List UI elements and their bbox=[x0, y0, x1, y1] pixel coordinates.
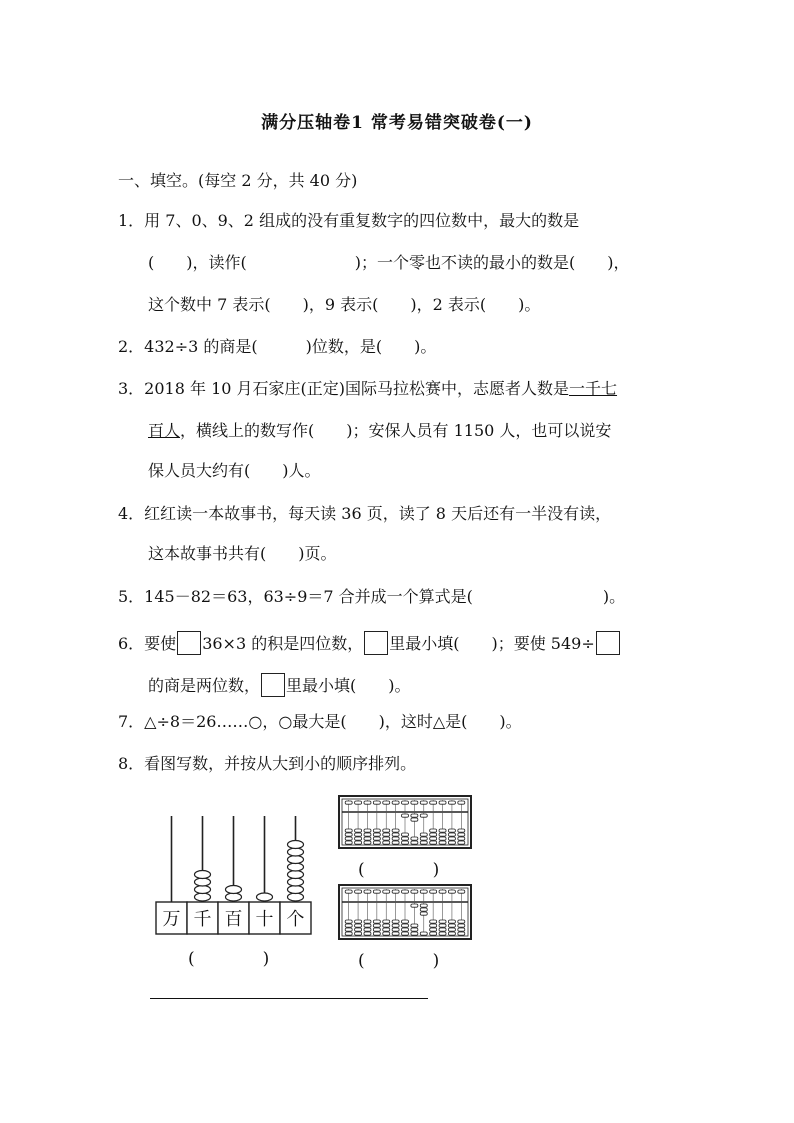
abacus-lower-bead bbox=[439, 928, 446, 931]
abacus-1-answer: ( ) bbox=[358, 860, 440, 880]
abacus-lower-bead bbox=[458, 841, 465, 844]
abacus-lower-bead bbox=[364, 837, 371, 840]
abacus-lower-bead bbox=[383, 920, 390, 923]
abacus-lower-bead bbox=[355, 829, 362, 832]
abacus-lower-bead bbox=[355, 932, 362, 935]
abacus-lower-bead bbox=[448, 928, 455, 931]
abacus-lower-bead bbox=[383, 841, 390, 844]
abacus-upper-bead bbox=[411, 890, 418, 893]
q6-text-a: 6．要使 bbox=[118, 634, 177, 653]
q3-text-b: ，横线上的数写作( )；安保人员有 1150 人，也可以说安 bbox=[180, 421, 612, 440]
abacus-2-figure bbox=[338, 884, 472, 940]
question-6-line-1 bbox=[118, 631, 621, 655]
abacus-lower-bead bbox=[402, 837, 409, 840]
abacus-lower-bead bbox=[364, 833, 371, 836]
abacus-lower-bead bbox=[439, 841, 446, 844]
abacus-lower-bead bbox=[411, 841, 418, 844]
abacus-lower-bead bbox=[355, 841, 362, 844]
q1-part-b: )；一个零也不读的最小的数是( )， bbox=[354, 253, 630, 272]
counter-bead bbox=[288, 893, 304, 901]
abacus-lower-bead bbox=[448, 829, 455, 832]
abacus-upper-bead bbox=[420, 801, 427, 804]
question-8: 8．看图写数，并按从大到小的顺序排列。 bbox=[118, 754, 417, 773]
abacus-lower-bead bbox=[355, 924, 362, 927]
counter-bead bbox=[288, 886, 304, 894]
abacus-lower-bead bbox=[392, 837, 399, 840]
abacus-2-answer: ( ) bbox=[358, 951, 440, 971]
abacus-lower-bead bbox=[439, 829, 446, 832]
abacus-lower-bead bbox=[411, 932, 418, 935]
abacus-lower-bead bbox=[420, 908, 427, 911]
abacus-lower-bead bbox=[448, 924, 455, 927]
abacus-lower-bead bbox=[364, 928, 371, 931]
abacus-upper-bead bbox=[345, 801, 352, 804]
counter-answer: ( ) bbox=[188, 949, 270, 969]
abacus-upper-bead bbox=[458, 890, 465, 893]
abacus-lower-bead bbox=[458, 924, 465, 927]
abacus-lower-bead bbox=[345, 932, 352, 935]
abacus-lower-bead bbox=[345, 920, 352, 923]
abacus-lower-bead bbox=[364, 924, 371, 927]
abacus-lower-bead bbox=[392, 928, 399, 931]
abacus-upper-bead bbox=[439, 890, 446, 893]
counter-bead bbox=[288, 848, 304, 856]
counter-bead bbox=[195, 893, 211, 901]
section-heading: 一、填空。(每空 2 分，共 40 分) bbox=[118, 171, 358, 190]
counter-bead bbox=[195, 871, 211, 879]
abacus-lower-bead bbox=[430, 932, 437, 935]
abacus-lower-bead bbox=[430, 920, 437, 923]
abacus-lower-bead bbox=[392, 833, 399, 836]
abacus-upper-bead bbox=[458, 801, 465, 804]
page-title: 满分压轴卷1 常考易错突破卷(一) bbox=[261, 113, 533, 133]
question-2: 2．432÷3 的商是( )位数，是( )。 bbox=[118, 337, 437, 356]
abacus-lower-bead bbox=[458, 837, 465, 840]
abacus-lower-bead bbox=[430, 833, 437, 836]
abacus-upper-bead bbox=[430, 890, 437, 893]
abacus-lower-bead bbox=[439, 920, 446, 923]
abacus-lower-bead bbox=[355, 928, 362, 931]
blank-box bbox=[364, 631, 388, 655]
question-5 bbox=[118, 587, 625, 607]
question-1-line-2 bbox=[148, 253, 629, 273]
abacus-lower-bead bbox=[392, 920, 399, 923]
abacus-lower-bead bbox=[420, 837, 427, 840]
abacus-lower-bead bbox=[383, 932, 390, 935]
abacus-lower-bead bbox=[458, 928, 465, 931]
q3-text-a: 3．2018 年 10 月石家庄(正定)国际马拉松赛中，志愿者人数是 bbox=[118, 379, 570, 398]
abacus-lower-bead bbox=[420, 833, 427, 836]
abacus-lower-bead bbox=[383, 833, 390, 836]
q6-text-e: 里最小填( )。 bbox=[286, 676, 411, 695]
abacus-lower-bead bbox=[420, 904, 427, 907]
abacus-lower-bead bbox=[345, 829, 352, 832]
counter-place-label: 万 bbox=[162, 909, 181, 930]
question-7: 7．△÷8＝26……○，○最大是( )，这时△是( )。 bbox=[118, 712, 522, 731]
abacus-lower-bead bbox=[411, 924, 418, 927]
q6-text-b: 36×3 的积是四位数， bbox=[202, 634, 364, 653]
abacus-lower-bead bbox=[430, 841, 437, 844]
abacus-lower-bead bbox=[448, 837, 455, 840]
abacus-lower-bead bbox=[373, 829, 380, 832]
counter-place-label: 个 bbox=[286, 909, 305, 930]
abacus-lower-bead bbox=[373, 932, 380, 935]
counter-place-label: 十 bbox=[255, 909, 274, 930]
abacus-lower-bead bbox=[430, 829, 437, 832]
abacus-lower-bead bbox=[383, 837, 390, 840]
abacus-upper-bead bbox=[364, 801, 371, 804]
abacus-upper-bead bbox=[420, 890, 427, 893]
q3-underlined-1: 一千七 bbox=[569, 379, 618, 398]
abacus-lower-bead bbox=[364, 841, 371, 844]
counter-bead bbox=[288, 863, 304, 871]
blank-box bbox=[596, 631, 620, 655]
abacus-lower-bead bbox=[373, 837, 380, 840]
abacus-lower-bead bbox=[355, 920, 362, 923]
q5-text-b: )。 bbox=[602, 587, 626, 606]
abacus-lower-bead bbox=[402, 841, 409, 844]
blank-box bbox=[261, 673, 285, 697]
counter-bead bbox=[288, 856, 304, 864]
abacus-lower-bead bbox=[448, 920, 455, 923]
abacus-lower-bead bbox=[355, 837, 362, 840]
counter-bead bbox=[257, 893, 273, 901]
q6-text-c: 里最小填( )；要使 549÷ bbox=[389, 634, 595, 653]
abacus-upper-bead bbox=[402, 801, 409, 804]
counter-place-label: 千 bbox=[193, 909, 212, 930]
abacus-lower-bead bbox=[345, 924, 352, 927]
abacus-lower-bead bbox=[373, 841, 380, 844]
counter-bead bbox=[288, 871, 304, 879]
abacus-lower-bead bbox=[439, 837, 446, 840]
abacus-upper-bead bbox=[364, 890, 371, 893]
abacus-lower-bead bbox=[373, 928, 380, 931]
q1-part-a: ( )，读作( bbox=[148, 253, 247, 272]
abacus-lower-bead bbox=[448, 841, 455, 844]
counter-figure bbox=[150, 810, 320, 938]
question-4-line-1: 4．红红读一本故事书，每天读 36 页，读了 8 天后还有一半没有读， bbox=[118, 504, 612, 523]
abacus-lower-bead bbox=[411, 814, 418, 817]
abacus-upper-bead bbox=[392, 890, 399, 893]
q3-underlined-2: 百人 bbox=[148, 421, 181, 440]
abacus-lower-bead bbox=[458, 920, 465, 923]
abacus-upper-bead bbox=[439, 801, 446, 804]
abacus-lower-bead bbox=[402, 920, 409, 923]
abacus-lower-bead bbox=[373, 924, 380, 927]
abacus-lower-bead bbox=[458, 833, 465, 836]
abacus-lower-bead bbox=[430, 928, 437, 931]
question-1-line-3: 这个数中 7 表示( )，9 表示( )，2 表示( )。 bbox=[148, 295, 541, 314]
abacus-lower-bead bbox=[448, 932, 455, 935]
counter-bead bbox=[195, 886, 211, 894]
abacus-lower-bead bbox=[458, 829, 465, 832]
question-1-line-1: 1．用 7、0、9、2 组成的没有重复数字的四位数中，最大的数是 bbox=[118, 211, 580, 230]
counter-bead bbox=[195, 878, 211, 886]
abacus-lower-bead bbox=[373, 833, 380, 836]
abacus-lower-bead bbox=[345, 837, 352, 840]
abacus-upper-bead bbox=[373, 801, 380, 804]
question-3-line-3: 保人员大约有( )人。 bbox=[148, 461, 321, 480]
abacus-lower-bead bbox=[420, 814, 427, 817]
abacus-lower-bead bbox=[439, 924, 446, 927]
abacus-lower-bead bbox=[411, 904, 418, 907]
question-6-line-2 bbox=[148, 673, 411, 697]
counter-bead bbox=[288, 841, 304, 849]
abacus-lower-bead bbox=[420, 912, 427, 915]
bottom-rule bbox=[150, 998, 428, 999]
abacus-lower-bead bbox=[430, 924, 437, 927]
abacus-lower-bead bbox=[411, 837, 418, 840]
abacus-lower-bead bbox=[392, 932, 399, 935]
abacus-lower-bead bbox=[439, 833, 446, 836]
abacus-lower-bead bbox=[402, 814, 409, 817]
abacus-upper-bead bbox=[345, 890, 352, 893]
abacus-upper-bead bbox=[448, 801, 455, 804]
abacus-lower-bead bbox=[345, 841, 352, 844]
abacus-lower-bead bbox=[402, 932, 409, 935]
abacus-upper-bead bbox=[383, 890, 390, 893]
abacus-lower-bead bbox=[392, 841, 399, 844]
abacus-lower-bead bbox=[364, 920, 371, 923]
abacus-lower-bead bbox=[430, 837, 437, 840]
abacus-upper-bead bbox=[430, 801, 437, 804]
abacus-lower-bead bbox=[355, 833, 362, 836]
abacus-lower-bead bbox=[392, 924, 399, 927]
abacus-lower-bead bbox=[364, 932, 371, 935]
abacus-lower-bead bbox=[402, 924, 409, 927]
abacus-1-figure bbox=[338, 795, 472, 849]
q6-text-d: 的商是两位数， bbox=[148, 676, 261, 695]
abacus-lower-bead bbox=[411, 928, 418, 931]
abacus-lower-bead bbox=[420, 932, 427, 935]
abacus-lower-bead bbox=[420, 841, 427, 844]
abacus-upper-bead bbox=[355, 890, 362, 893]
abacus-upper-bead bbox=[383, 801, 390, 804]
counter-place-label: 百 bbox=[224, 909, 243, 930]
abacus-upper-bead bbox=[402, 890, 409, 893]
abacus-lower-bead bbox=[439, 932, 446, 935]
abacus-upper-bead bbox=[392, 801, 399, 804]
abacus-upper-bead bbox=[411, 801, 418, 804]
counter-bead bbox=[226, 893, 242, 901]
abacus-lower-bead bbox=[448, 833, 455, 836]
q5-text-a: 5．145－82＝63，63÷9＝7 合并成一个算式是( bbox=[118, 587, 473, 606]
abacus-lower-bead bbox=[373, 920, 380, 923]
abacus-upper-bead bbox=[373, 890, 380, 893]
counter-bead bbox=[288, 878, 304, 886]
abacus-lower-bead bbox=[383, 924, 390, 927]
abacus-lower-bead bbox=[383, 928, 390, 931]
question-3-line-1 bbox=[118, 379, 617, 399]
abacus-upper-bead bbox=[355, 801, 362, 804]
counter-bead bbox=[226, 886, 242, 894]
question-4-line-2: 这本故事书共有( )页。 bbox=[148, 544, 337, 563]
abacus-lower-bead bbox=[402, 928, 409, 931]
question-3-line-2 bbox=[148, 421, 611, 441]
abacus-lower-bead bbox=[458, 932, 465, 935]
blank-box bbox=[177, 631, 201, 655]
abacus-lower-bead bbox=[345, 833, 352, 836]
abacus-lower-bead bbox=[364, 829, 371, 832]
abacus-lower-bead bbox=[392, 829, 399, 832]
abacus-lower-bead bbox=[402, 833, 409, 836]
abacus-upper-bead bbox=[448, 890, 455, 893]
abacus-lower-bead bbox=[383, 829, 390, 832]
abacus-lower-bead bbox=[345, 928, 352, 931]
abacus-lower-bead bbox=[411, 818, 418, 821]
